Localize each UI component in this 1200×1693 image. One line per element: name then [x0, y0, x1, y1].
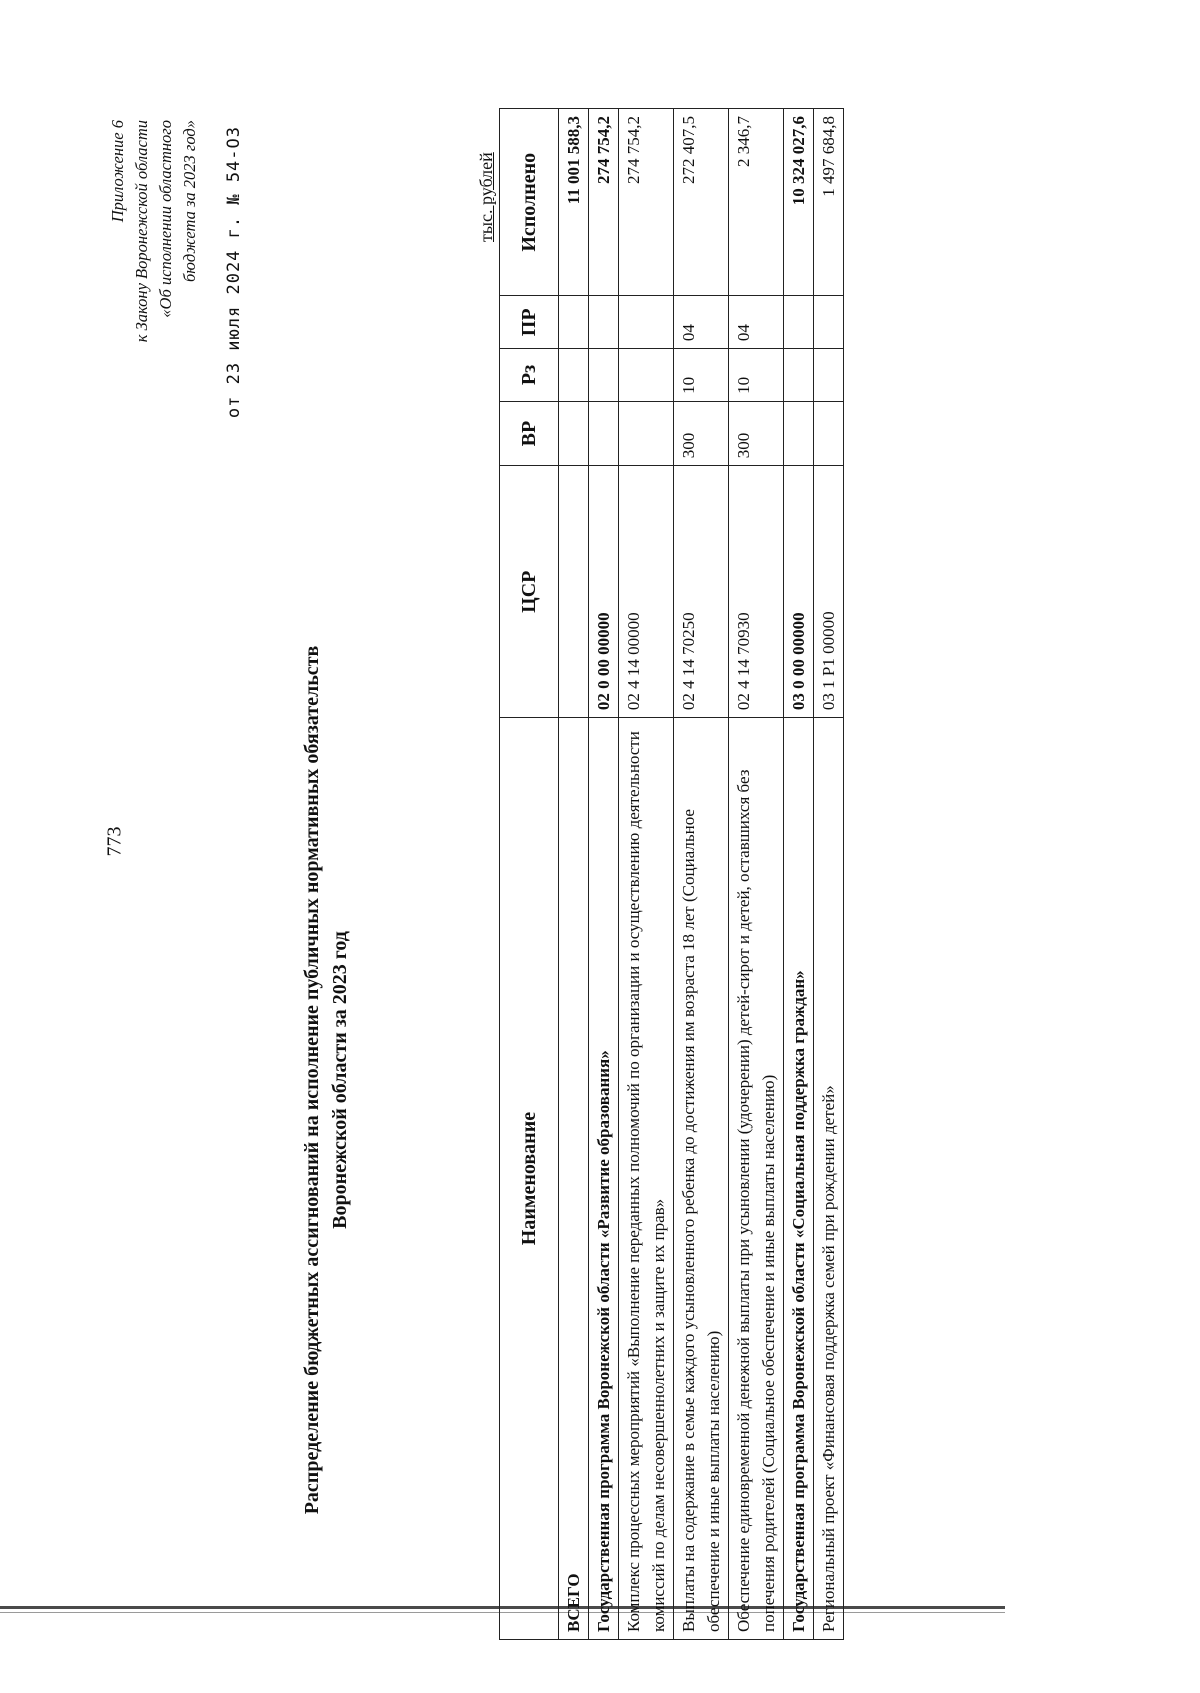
budget-table: [499, 108, 844, 1640]
appendix-header: [106, 120, 202, 342]
cell-rz: 10: [729, 349, 784, 402]
page-number: 773: [103, 826, 126, 857]
header-executed: Исполнено: [500, 109, 559, 296]
cell-pr: 04: [674, 296, 729, 349]
cell-pr: [589, 296, 619, 349]
law-date-number: от 23 июля 2024 г. № 54-ОЗ: [224, 126, 244, 419]
cell-name: Комплекс процессных мероприятий «Выполнение переданных полномочий по организации и осуществлению деятельности комиссий по делам несовершеннолетних и защите их прав»: [619, 718, 674, 1640]
cell-executed: 274 754,2: [589, 109, 619, 296]
cell-csr: 02 4 14 70930: [729, 466, 784, 718]
cell-rz: [619, 349, 674, 402]
cell-executed: 274 754,2: [619, 109, 674, 296]
cell-vr: [814, 401, 844, 465]
header-csr: ЦСР: [500, 466, 559, 718]
cell-pr: [619, 296, 674, 349]
table-row: [729, 109, 784, 1640]
cell-executed: 10 324 027,6: [784, 109, 814, 296]
table-row: [784, 109, 814, 1640]
cell-name: Выплаты на содержание в семье каждого усыновленного ребенка до достижения им возраста 18 лет (Социальное обеспечение и иные выплаты населению): [674, 718, 729, 1640]
document-title: [298, 510, 354, 1650]
appendix-line: бюджета за 2023 год»: [180, 120, 199, 283]
cell-vr: 300: [674, 401, 729, 465]
header-pr: ПР: [500, 296, 559, 349]
header-vr: ВР: [500, 401, 559, 465]
cell-executed: 2 346,7: [729, 109, 784, 296]
cell-rz: [559, 349, 589, 402]
appendix-line: «Об исполнении областного: [156, 120, 175, 318]
cell-vr: [619, 401, 674, 465]
cell-vr: 300: [729, 401, 784, 465]
cell-vr: [589, 401, 619, 465]
cell-csr: 02 4 14 70250: [674, 466, 729, 718]
cell-executed: 272 407,5: [674, 109, 729, 296]
cell-executed: 1 497 684,8: [814, 109, 844, 296]
cell-rz: [784, 349, 814, 402]
table-row: [589, 109, 619, 1640]
table-row: [559, 109, 589, 1640]
cell-rz: 10: [674, 349, 729, 402]
unit-label: тыс. рублей: [476, 152, 496, 242]
cell-pr: [784, 296, 814, 349]
cell-name: Государственная программа Воронежской области «Развитие образования»: [589, 718, 619, 1640]
cell-csr: 03 1 Р1 00000: [814, 466, 844, 718]
title-line: Распределение бюджетных ассигнований на исполнение публичных нормативных обязательств: [301, 645, 323, 1515]
cell-executed: 11 001 588,3: [559, 109, 589, 296]
table-row: [619, 109, 674, 1640]
cell-vr: [784, 401, 814, 465]
cell-name: ВСЕГО: [559, 718, 589, 1640]
table-row: [674, 109, 729, 1640]
appendix-line: к Закону Воронежской области: [132, 120, 151, 343]
cell-csr: 02 4 14 00000: [619, 466, 674, 718]
cell-name: Обеспечение единовременной денежной выплаты при усыновлении (удочерении) детей-сирот и детей, оставшихся без попечения родителей (Социальное обеспечение и иные выплаты населению): [729, 718, 784, 1640]
header-name: Наименование: [500, 718, 559, 1640]
table-header-row: [500, 109, 559, 1640]
cell-pr: [559, 296, 589, 349]
header-rz: Рз: [500, 349, 559, 402]
cell-name: Региональный проект «Финансовая поддержка семей при рождении детей»: [814, 718, 844, 1640]
cell-rz: [814, 349, 844, 402]
cell-csr: [559, 466, 589, 718]
cell-rz: [589, 349, 619, 402]
cell-pr: 04: [729, 296, 784, 349]
cell-csr: 03 0 00 00000: [784, 466, 814, 718]
cell-pr: [814, 296, 844, 349]
cell-csr: 02 0 00 00000: [589, 466, 619, 718]
table-row: [814, 109, 844, 1640]
cell-vr: [559, 401, 589, 465]
cell-name: Государственная программа Воронежской области «Социальная поддержка граждан»: [784, 718, 814, 1640]
appendix-line: Приложение 6: [108, 120, 127, 223]
title-line: Воронежской области за 2023 год: [329, 931, 351, 1229]
rotated-page-content: [100, 90, 1100, 1650]
